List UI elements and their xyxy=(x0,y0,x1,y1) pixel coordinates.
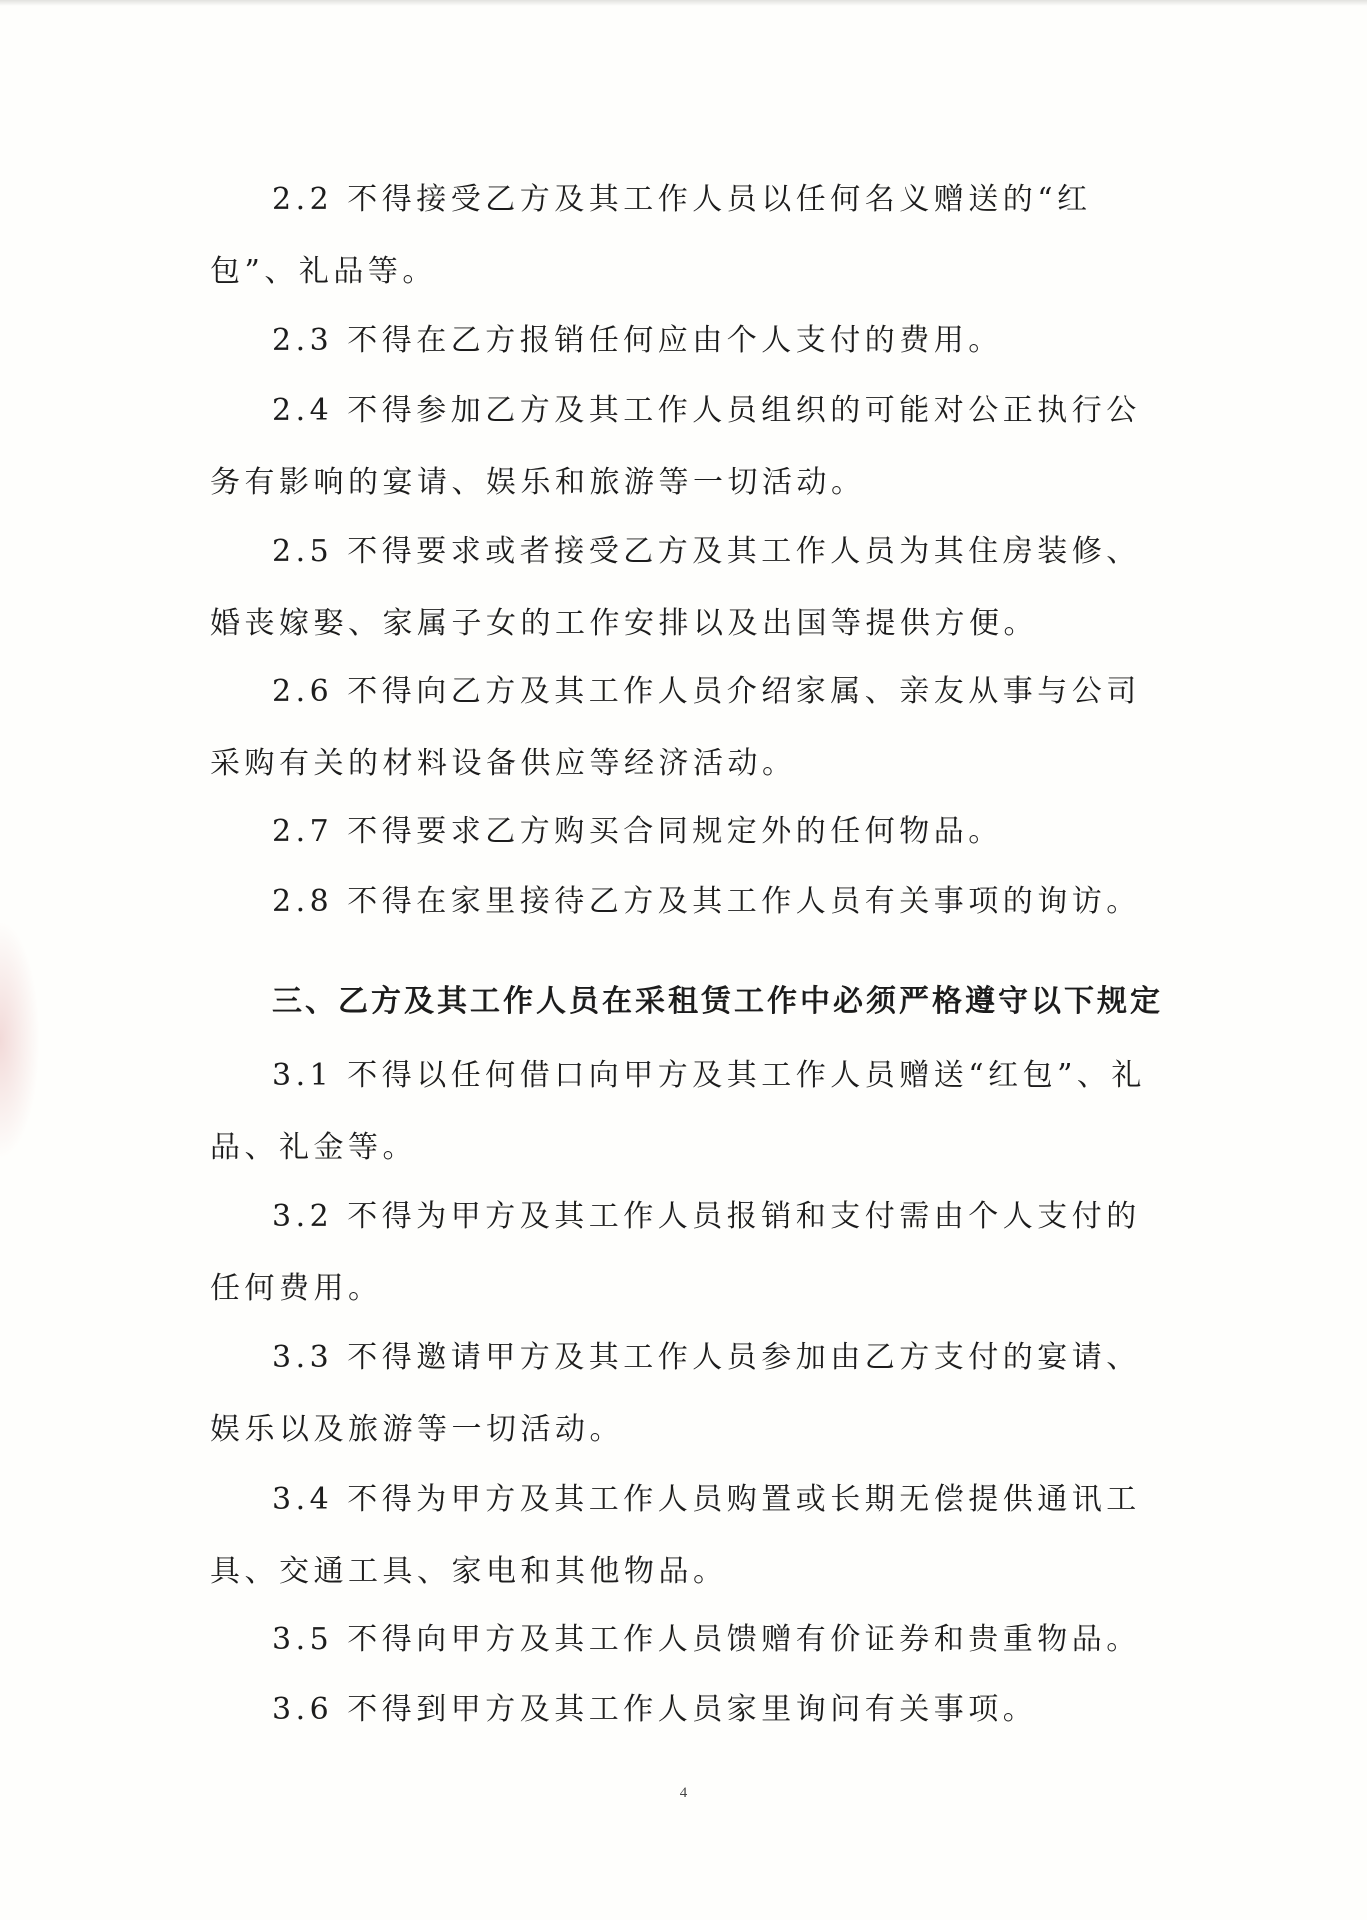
scan-top-edge xyxy=(0,0,1367,6)
clause-2-2: 2.2 不得接受乙方及其工作人员以任何名义赠送的“红包”、礼品等。 xyxy=(210,182,1092,289)
clause-3-6: 3.6 不得到甲方及其工作人员家里询问有关事项。 xyxy=(272,1692,1038,1727)
clause-2-6: 2.6 不得向乙方及其工作人员介绍家属、亲友从事与公司采购有关的材料设备供应等经济活动。 xyxy=(210,674,1141,781)
clause-2-5: 2.5 不得要求或者接受乙方及其工作人员为其住房装修、婚丧嫁娶、家属子女的工作安排以及出国等提供方便。 xyxy=(210,534,1141,641)
seal-stain xyxy=(0,920,40,1160)
section-heading-3: 三、乙方及其工作人员在采租赁工作中必须严格遵守以下规定 xyxy=(272,984,1163,1019)
clause-3-4: 3.4 不得为甲方及其工作人员购置或长期无偿提供通讯工具、交通工具、家电和其他物品。 xyxy=(210,1482,1141,1589)
clause-3-1: 3.1 不得以任何借口向甲方及其工作人员赠送“红包”、礼品、礼金等。 xyxy=(210,1058,1146,1165)
clause-2-7: 2.7 不得要求乙方购买合同规定外的任何物品。 xyxy=(272,814,1003,849)
clause-3-2: 3.2 不得为甲方及其工作人员报销和支付需由个人支付的任何费用。 xyxy=(210,1199,1141,1306)
clause-2-3: 2.3 不得在乙方报销任何应由个人支付的费用。 xyxy=(272,323,1003,358)
page-number: 4 xyxy=(679,1785,688,1801)
clause-3-5: 3.5 不得向甲方及其工作人员馈赠有价证券和贵重物品。 xyxy=(272,1622,1141,1657)
clause-2-4: 2.4 不得参加乙方及其工作人员组织的可能对公正执行公务有影响的宴请、娱乐和旅游等一切活动。 xyxy=(210,393,1141,500)
clause-2-8: 2.8 不得在家里接待乙方及其工作人员有关事项的询访。 xyxy=(272,884,1141,919)
clause-3-3: 3.3 不得邀请甲方及其工作人员参加由乙方支付的宴请、娱乐以及旅游等一切活动。 xyxy=(210,1340,1141,1447)
